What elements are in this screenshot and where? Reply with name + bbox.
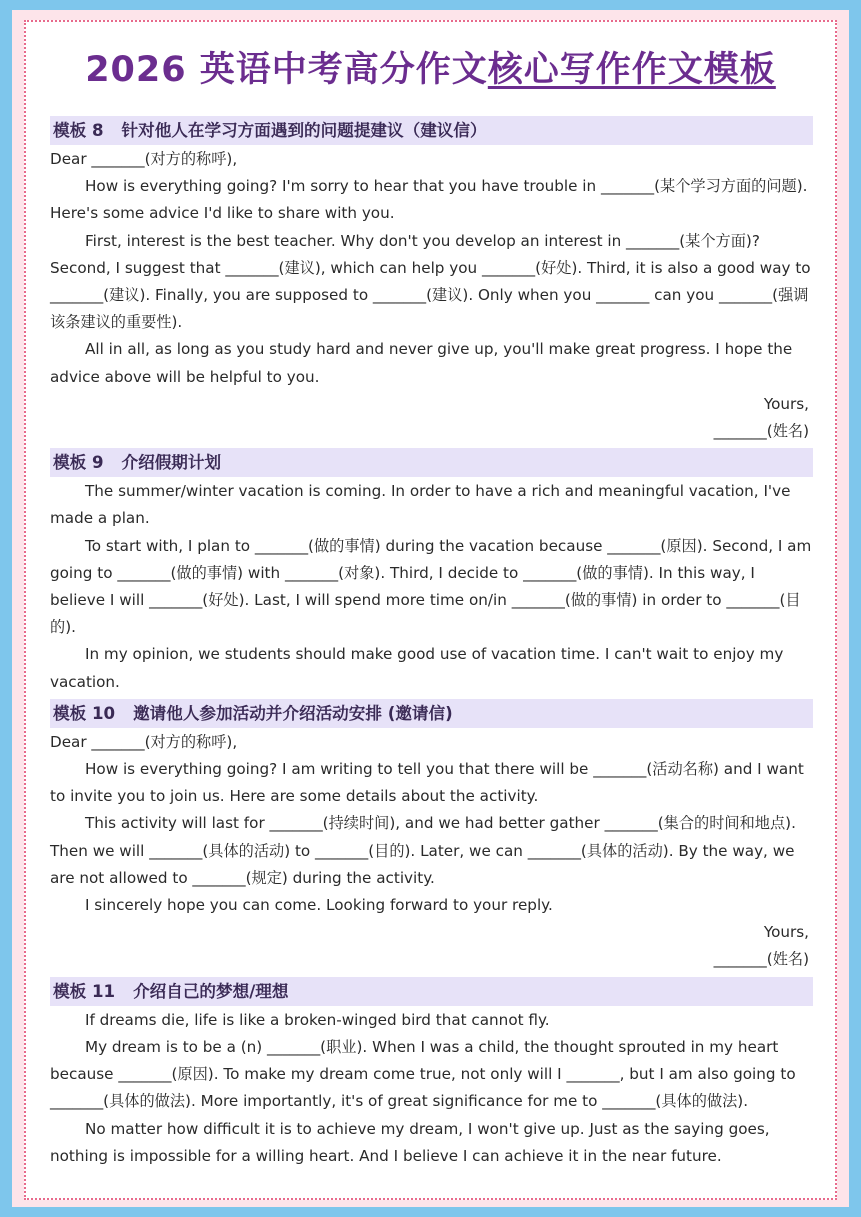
section-heading xyxy=(50,699,813,728)
paragraph: The summer/winter vacation is coming. In order to have a rich and meaningful vacation, I've made a plan. xyxy=(50,482,791,528)
salutation: Dear _______(对方的称呼), xyxy=(50,150,238,168)
title-underlined: 核心写作作文模板 xyxy=(487,50,776,90)
section-title: 介绍自己的梦想/理想 xyxy=(133,981,289,1001)
salutation: Dear _______(对方的称呼), xyxy=(50,732,238,751)
document-body xyxy=(50,116,813,1170)
signature: _______(姓名) xyxy=(713,950,809,969)
paragraph: My dream is to be a (n) _______(职业). When I was a child, the thought sprouted in my heart because _______(原因). To make my dream come true, not only will I _______, but I am also going to _______(具体的做法). More importantly, it's of great significance for me to _______(具体的做法). xyxy=(50,1037,796,1111)
paragraph: If dreams die, life is like a broken-winged bird that cannot fly. xyxy=(85,1010,550,1029)
section-heading xyxy=(50,977,813,1006)
section-heading xyxy=(50,448,813,477)
paragraph: In my opinion, we students should make good use of vacation time. I can't wait to enjoy my vacation. xyxy=(50,645,784,691)
page-title xyxy=(0,42,861,92)
paragraph: All in all, as long as you study hard and never give up, you'll make great progress. I hope the advice above will be helpful to you. xyxy=(50,340,793,386)
paragraph: This activity will last for _______(持续时间), and we had better gather _______(集合的时间和地点). Then we will _______(具体的活动) to _______(目的). Later, we can _______(具体的活动). By the way, we are not allowed to _______(规定) during the activity. xyxy=(50,814,796,887)
section-heading xyxy=(50,116,813,145)
signature: _______(姓名) xyxy=(713,422,809,441)
section-label: 模板 9 xyxy=(53,453,104,473)
section-label: 模板 11 xyxy=(53,981,116,1001)
paragraph: I sincerely hope you can come. Looking forward to your reply. xyxy=(85,896,553,915)
section-label: 模板 8 xyxy=(53,121,104,140)
section-title: 针对他人在学习方面遇到的问题提建议（建议信） xyxy=(121,121,487,140)
paragraph: First, interest is the best teacher. Why don't you develop an interest in _______(某个方面)? Second, I suggest that _______(建议), which can help you _______(好处). Third, it is also a good way to _______(建议). Finally, you are supposed to _______(建议). Only when you _______ can you _______(强调该条建议的重要性). xyxy=(50,231,811,332)
title-plain: 2026 英语中考高分作文 xyxy=(85,50,488,90)
section-title: 介绍假期计划 xyxy=(121,453,222,473)
closing: Yours, xyxy=(763,394,809,413)
paragraph: To start with, I plan to _______(做的事情) during the vacation because _______(原因). Second, I am going to _______(做的事情) with _______(对象). Third, I decide to _______(做的事情). In this way, I believe I will _______(好处). Last, I will spend more time on/in _______(做的事情) in order to _______(目的). xyxy=(50,536,812,637)
section-label: 模板 10 xyxy=(53,703,116,723)
paragraph: How is everything going? I am writing to tell you that there will be _______(活动名称) and I want to invite you to join us. Here are some details about the activity. xyxy=(50,760,804,806)
closing: Yours, xyxy=(763,923,809,942)
paragraph: No matter how difficult it is to achieve my dream, I won't give up. Just as the saying goes, nothing is impossible for a willing heart. And I believe I can achieve it in the near future. xyxy=(50,1119,770,1165)
paragraph: How is everything going? I'm sorry to hear that you have trouble in _______(某个学习方面的问题). Here's some advice I'd like to share with you. xyxy=(50,177,808,223)
section-title: 邀请他人参加活动并介绍活动安排 (邀请信) xyxy=(133,703,453,723)
